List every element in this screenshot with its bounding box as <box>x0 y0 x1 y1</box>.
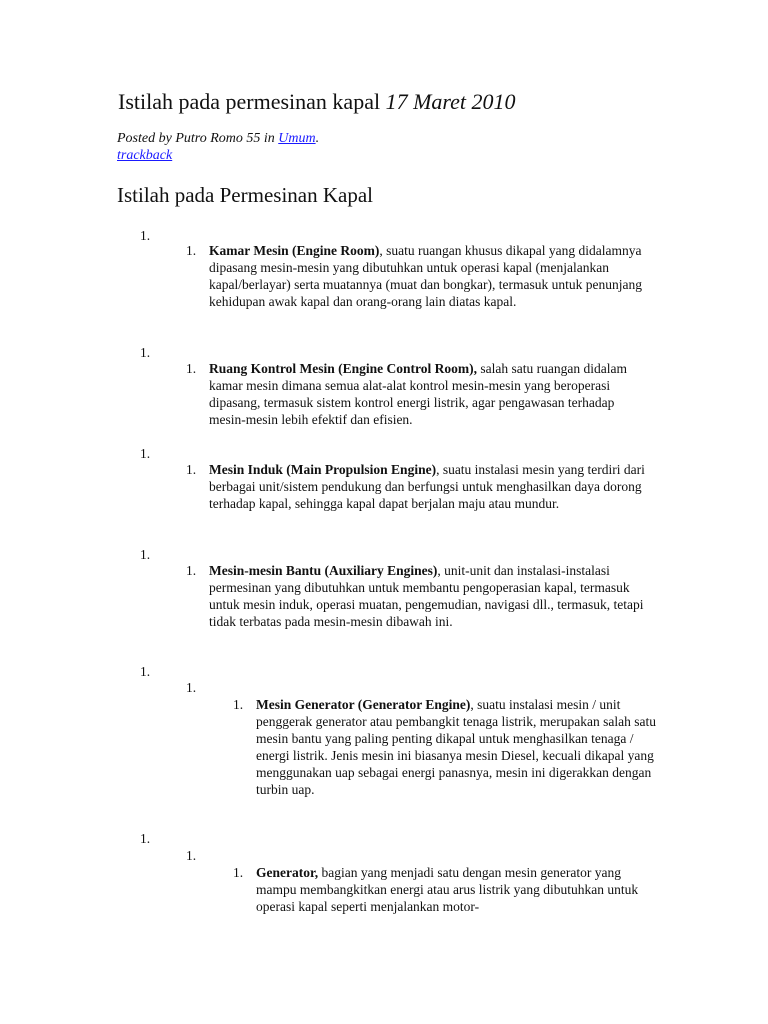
list-item <box>209 562 659 630</box>
item-term: Generator, <box>256 865 319 880</box>
list-marker: 1. <box>140 345 151 360</box>
list-marker: 1. <box>140 664 151 679</box>
list-marker: 1. <box>186 361 197 376</box>
item-term: Ruang Kontrol Mesin (Engine Control Room), <box>209 361 478 376</box>
list-item <box>209 242 654 310</box>
trackback-link[interactable]: trackback <box>117 148 173 163</box>
list-marker: 1. <box>140 228 151 243</box>
item-desc: , unit-unit dan instalasi-instalasi permesinan yang dibutuhkan untuk membantu pengoperasian kapal, termasuk untuk mesin induk, operasi muatan, pengemudian, navigasi dll., termasuk, tetapi tidak terbatas pada mesin-mesin dibawah ini. <box>209 563 644 629</box>
category-suffix: . <box>315 131 320 146</box>
page-title <box>118 88 516 116</box>
list-item <box>209 360 649 428</box>
list-item <box>209 461 649 512</box>
post-meta <box>117 130 319 147</box>
list-marker: 1. <box>233 865 244 880</box>
list-marker: 1. <box>186 243 197 258</box>
list-marker: 1. <box>186 680 197 695</box>
item-term: Mesin-mesin Bantu (Auxiliary Engines) <box>209 563 438 578</box>
item-desc: , suatu ruangan khusus dikapal yang didalamnya dipasang mesin-mesin yang dibutuhkan untuk operasi kapal (menjalankan kapal/berlayar) serta muatannya (muat dan bongkar), termasuk untuk penunjang kehidupan awak kapal dan orang-orang lain diatas kapal. <box>209 243 642 309</box>
item-desc: , suatu instalasi mesin yang terdiri dari berbagai unit/sistem pendukung dan berfungsi untuk menghasilkan daya dorong terhadap kapal, sehingga kapal dapat berjalan maju atau mundur. <box>209 462 645 511</box>
item-term: Mesin Induk (Main Propulsion Engine) <box>209 462 437 477</box>
list-marker: 1. <box>186 563 197 578</box>
post-date: 17 Maret 2010 <box>385 89 516 114</box>
item-desc: , suatu instalasi mesin / unit penggerak generator atau pembangkit tenaga listrik, merupakan salah satu mesin bantu yang paling penting dikapal untuk menghasilkan tenaga / energi listrik. Jenis mesin ini biasanya mesin Diesel, kecuali dikapal yang menggunakan uap sebagai energi panasnya, mesin ini digerakkan dengan turbin uap. <box>256 697 656 797</box>
item-term: Kamar Mesin (Engine Room) <box>209 243 380 258</box>
list-marker: 1. <box>233 697 244 712</box>
list-marker: 1. <box>186 462 197 477</box>
posted-by-text: Posted by Putro Romo 55 in <box>117 131 279 146</box>
list-item <box>256 864 651 915</box>
page-title-text: Istilah pada permesinan kapal <box>118 89 381 114</box>
section-title: Istilah pada Permesinan Kapal <box>117 183 373 207</box>
list-marker: 1. <box>140 547 151 562</box>
list-marker: 1. <box>186 848 197 863</box>
category-link[interactable]: Umum <box>278 131 316 146</box>
list-marker: 1. <box>140 831 151 846</box>
item-term: Mesin Generator (Generator Engine) <box>256 697 471 712</box>
item-desc: bagian yang menjadi satu dengan mesin generator yang mampu membangkitkan energi atau arus listrik yang dibutuhkan untuk operasi kapal seperti menjalankan motor- <box>256 865 639 914</box>
item-desc: salah satu ruangan didalam kamar mesin dimana semua alat-alat kontrol mesin-mesin yang beroperasi dipasang, termasuk sistem kontrol energi listrik, agar pengawasan terhadap mesin-mesin lebih efektif dan efisien. <box>209 361 627 427</box>
list-marker: 1. <box>140 446 151 461</box>
list-item <box>256 696 656 798</box>
